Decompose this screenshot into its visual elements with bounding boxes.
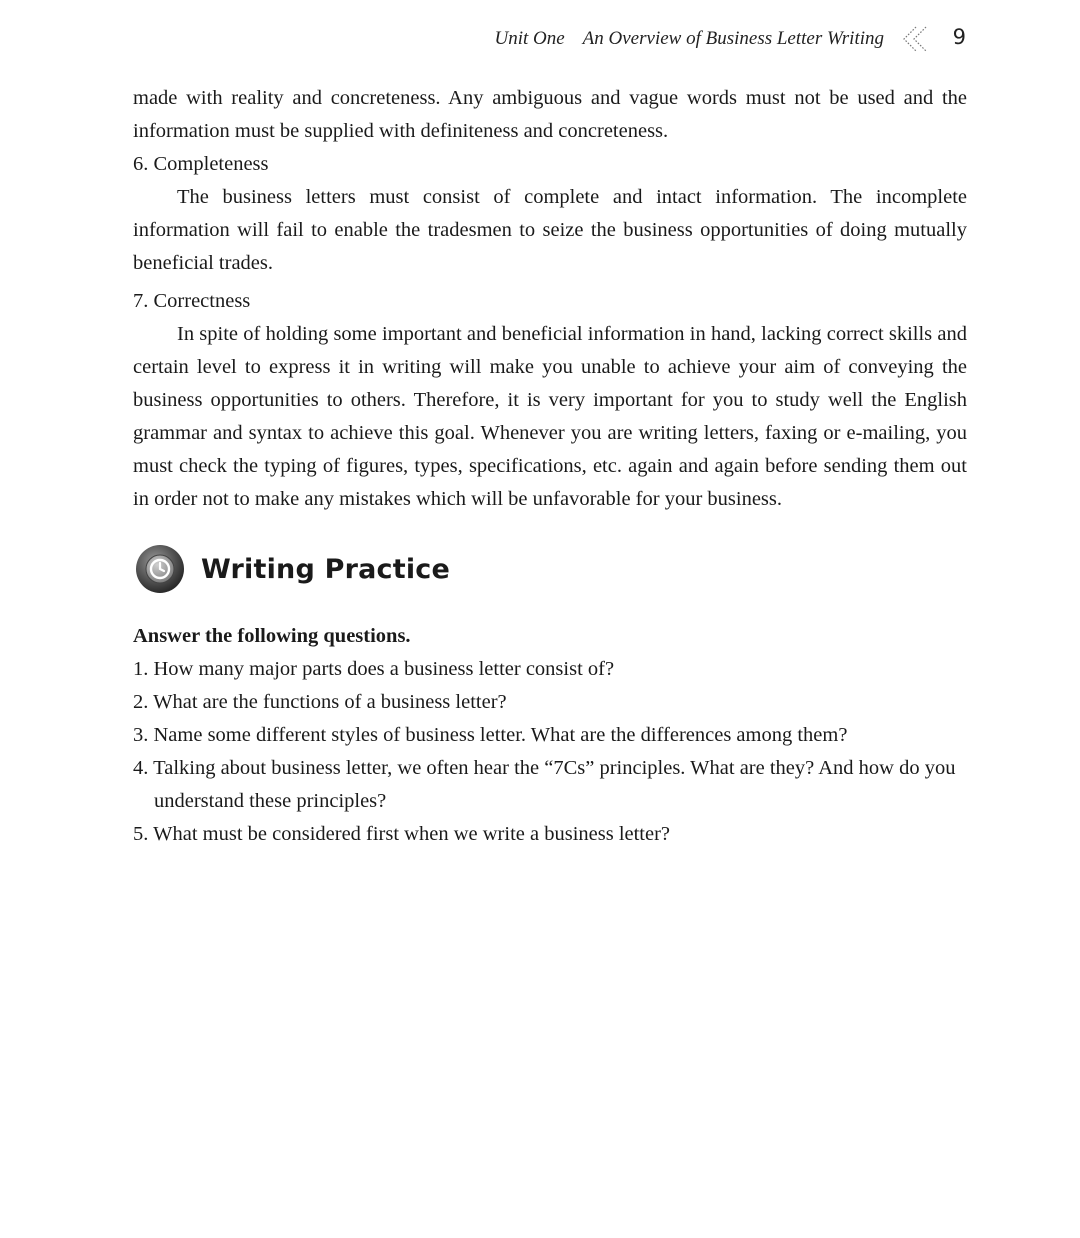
list-item: 1. How many major parts does a business letter consist of? (133, 658, 615, 680)
practice-instruction: Answer the following questions. (133, 625, 411, 647)
correctness-paragraph: In spite of holding some important and beneficial information in hand, lacking correct skills and certain level to express it in writing will make you unable to achieve your aim of conveying the business opportunities to others. Therefore, it is very important for you to study well the English grammar and syntax to achieve this goal. Whenever you are writing letters, faxing or e-mailing, you must check the typing of figures, types, specifications, etc. again and again before sending them out in order not to make any mistakes which will be unfavorable for your business. (133, 323, 967, 510)
page-number: 9 (952, 25, 966, 49)
completeness-paragraph: The business letters must consist of complete and intact information. The incomplete information will fail to enable the tradesmen to seize the business opportunities of doing mutually beneficial trades. (133, 186, 967, 274)
header-title: An Overview of Business Letter Writing (582, 28, 884, 49)
continuation-paragraph: made with reality and concreteness. Any ambiguous and vague words must not be used and the information must be supplied with definiteness and concreteness. (133, 87, 967, 142)
question-list (133, 653, 967, 851)
section-heading-correctness: 7. Correctness (133, 290, 251, 312)
double-chevron-left-icon (898, 24, 932, 54)
clock-icon (135, 544, 185, 594)
list-item: 4. Talking about business letter, we often hear the “7Cs” principles. What are they? And how do you understand these principles? (133, 757, 956, 812)
list-item: 2. What are the functions of a business letter? (133, 691, 507, 713)
writing-practice-title: Writing Practice (201, 553, 450, 585)
running-header (494, 26, 938, 52)
header-unit: Unit One (494, 28, 565, 49)
section-heading-completeness: 6. Completeness (133, 153, 269, 175)
writing-practice-heading (133, 540, 967, 598)
list-item: 3. Name some different styles of business letter. What are the differences among them? (133, 724, 848, 746)
list-item: 5. What must be considered first when we write a business letter? (133, 823, 671, 845)
page-content (133, 82, 967, 851)
